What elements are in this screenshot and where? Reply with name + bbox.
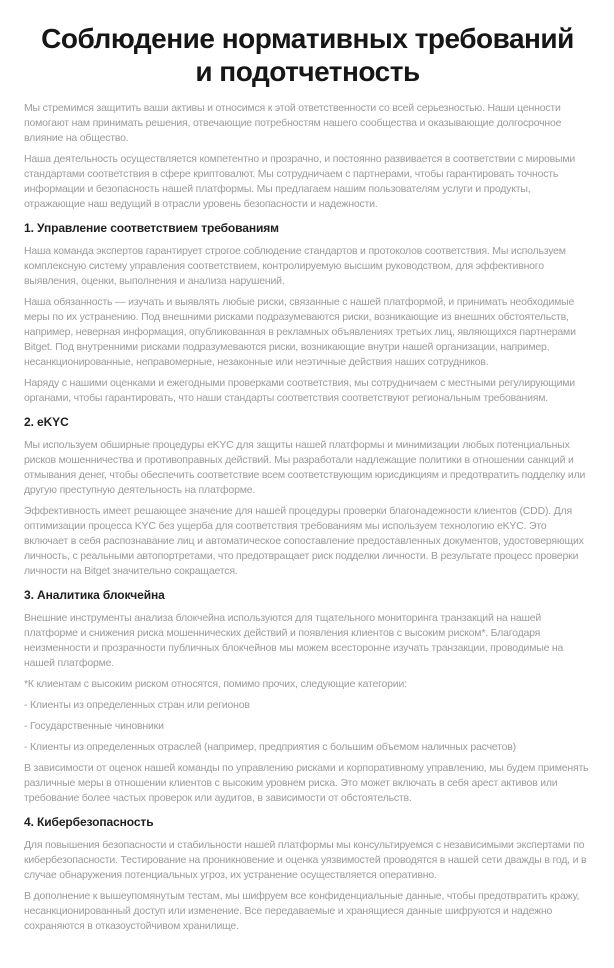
section-blockchain-analytics: [24, 588, 591, 806]
intro-paragraph-2: Наша деятельность осуществляется компетентно и прозрачно, и постоянно развивается в соответствии с мировыми стандартами соответствия в сфере криптовалют. Мы сотрудничаем с партнерами, чтобы гарантировать точность информации и безопасность нашей платформы. Мы предлагаем нашим пользователям услуги и продукты, отражающие наш ведущий в отрасли уровень безопасности и надежности.: [24, 153, 576, 210]
compliance-paragraph-1: Наша команда экспертов гарантирует строгое соблюдение стандартов и протоколов соответствия. Мы используем комплексную систему управления соответствием, контролируемую высшим руководством, для эффективного выявления, оценки, выполнения и анализа нарушений.: [24, 245, 566, 287]
section-compliance-management: [24, 221, 591, 406]
blockchain-bullet-officials: - Государственные чиновники: [24, 720, 164, 732]
blockchain-paragraph-2: В зависимости от оценок нашей команды по управлению рисками и корпоративному управлению, мы будем применять различные меры в отношении клиентов с высоким уровнем риска. Это может включать в себя арест активов или требование более частых проверок или аудитов, в зависимости от обстоятельств.: [24, 762, 589, 804]
blockchain-paragraph-1: Внешние инструменты анализа блокчейна используются для тщательного мониторинга транзакций на нашей платформе и снижения риска мошеннических действий и появления клиентов с высоким риском*. Благодаря неизменности и прозрачности публичных блокчейнов мы можем всесторонне изучать транзакции, проводимые на нашей платформе.: [24, 612, 564, 669]
compliance-paragraph-3: Наряду с нашими оценками и ежегодными проверками соответствия, мы сотрудничаем с местными регулирующими органами, чтобы гарантировать, что наши стандарты соответствия соответствуют региональным требованиям.: [24, 377, 575, 404]
blockchain-bullet-industries: - Клиенты из определенных отраслей (например, предприятия с большим объемом наличных расчетов): [24, 741, 516, 753]
section-heading-compliance-management: 1. Управление соответствием требованиям: [24, 221, 279, 235]
page-title: Соблюдение нормативных требований и подотчетность: [41, 23, 574, 87]
blockchain-bullet-countries: - Клиенты из определенных стран или регионов: [24, 699, 250, 711]
section-cybersecurity: [24, 815, 591, 934]
cybersecurity-paragraph-2: В дополнение к вышеупомянутым тестам, мы шифруем все конфиденциальные данные, чтобы предотвратить кражу, несанкционированный доступ или изменение. Все передаваемые и хранящиеся данные шифруются и надежно сохраняются в отказоустойчивом хранилище.: [24, 890, 580, 932]
blockchain-high-risk-note: *К клиентам с высоким риском относятся, помимо прочих, следующие категории:: [24, 678, 407, 690]
intro-paragraph-1: Мы стремимся защитить ваши активы и относимся к этой ответственности со всей серьезностью. Наши ценности помогают нам принимать решения, отвечающие потребностям нашего сообщества и оказывающие долгосрочное влияние на общество.: [24, 102, 562, 144]
compliance-paragraph-2: Наша обязанность — изучать и выявлять любые риски, связанные с нашей платформой, и принимать необходимые меры по их устранению. Под внешними рисками подразумеваются риски, возникающие из внешних обстоятельств, например, неверная информация, опубликованная в рекламных объявлениях третьих лиц, являющихся партнерами Bitget. Под внутренними рисками подразумеваются риски, возникающие внутри нашей организации, например, несанкционированные, неправомерные, незаконные или неэтичные действия наших сотрудников.: [24, 296, 576, 368]
cybersecurity-paragraph-1: Для повышения безопасности и стабильности нашей платформы мы консультируемся с независимыми экспертами по кибербезопасности. Тестирование на проникновение и оценка уязвимостей проводятся в нашей сети дважды в год, и в случае обнаружения потенциальных угроз, их устранение осуществляется оперативно.: [24, 839, 587, 881]
section-heading-blockchain-analytics: 3. Аналитика блокчейна: [24, 588, 165, 602]
ekyc-paragraph-2: Эффективность имеет решающее значение для нашей процедуры проверки благонадежности клиентов (CDD). Для оптимизации процесса KYC без ущерба для соответствия требованиям мы используем технологию eKYC. Это включает в себя распознавание лиц и автоматическое сопоставление предоставленных документов, удостоверяющих личность, с реальными автопортретами, что предотвращает риск подделки личности. В результате процесс проверки личности на Bitget значительно сокращается.: [24, 505, 584, 577]
ekyc-paragraph-1: Мы используем обширные процедуры eKYC для защиты нашей платформы и минимизации любых потенциальных рисков мошенничества и противоправных действий. Мы разработали надлежащие политики в отношении санкций и отмывания денег, чтобы обеспечить соответствие всем соответствующим юрисдикциям и предотвратить подделку или другую преступную деятельность на платформе.: [24, 439, 586, 496]
section-heading-ekyc: 2. eKYC: [24, 415, 69, 429]
section-heading-cybersecurity: 4. Кибербезопасность: [24, 815, 154, 829]
section-ekyc: [24, 415, 591, 579]
